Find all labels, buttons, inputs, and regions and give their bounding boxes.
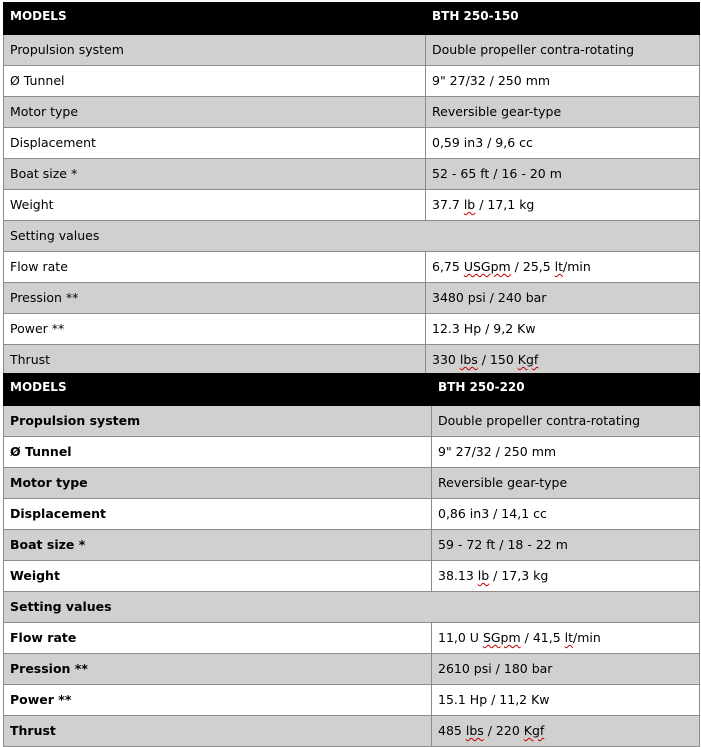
value-text: / 17,3 kg [489,568,549,583]
row-value [432,716,700,747]
table-row [4,716,700,747]
value-text: 6,75 [432,259,464,274]
row-value: 9" 27/32 / 250 mm [426,66,700,97]
row-value [432,561,700,592]
row-label: Displacement [4,128,426,159]
header-label: MODELS [4,374,432,406]
row-label: Power ** [4,314,426,345]
row-value: 0,59 in3 / 9,6 cc [426,128,700,159]
value-text: / 41,5 [520,630,565,645]
table-header-row [4,3,700,35]
row-value [432,623,700,654]
header-label: MODELS [4,3,426,35]
table-section-row [4,221,700,252]
row-value: Reversible gear-type [432,468,700,499]
row-label: Ø Tunnel [4,437,432,468]
table-row [4,314,700,345]
table-header-row [4,374,700,406]
row-value: 59 - 72 ft / 18 - 22 m [432,530,700,561]
table-row [4,283,700,314]
table-row [4,128,700,159]
row-value [426,252,700,283]
row-label: Thrust [4,345,426,376]
row-value [426,345,700,376]
row-value: 9" 27/32 / 250 mm [432,437,700,468]
spell-flagged-text: lt [564,630,574,645]
table-row [4,252,700,283]
value-text: /min [563,259,591,274]
spell-flagged-text: lb [477,568,490,583]
row-label: Power ** [4,685,432,716]
row-value: Double propeller contra-rotating [426,35,700,66]
row-label: Weight [4,190,426,221]
value-text: / 150 [477,352,518,367]
row-value: 52 - 65 ft / 16 - 20 m [426,159,700,190]
table-row [4,97,700,128]
spec-table-bth-250-220 [3,373,700,747]
row-label: Flow rate [4,623,432,654]
row-label: Flow rate [4,252,426,283]
table-row [4,654,700,685]
model-name: BTH 250-220 [432,374,700,406]
row-label: Pression ** [4,654,432,685]
value-text: / 25,5 [510,259,555,274]
table-row [4,468,700,499]
spell-flagged-text: SGpm [482,630,521,645]
row-value: 0,86 in3 / 14,1 cc [432,499,700,530]
value-text: 11,0 U [438,630,483,645]
value-text: /min [573,630,601,645]
spell-flagged-text: lb [463,197,476,212]
row-label: Propulsion system [4,35,426,66]
spell-flagged-text: lt [554,259,564,274]
table-row [4,499,700,530]
spec-table-bth-250-150 [3,2,700,376]
table-section-row [4,592,700,623]
row-label: Thrust [4,716,432,747]
spell-flagged-text: lbs [459,352,478,367]
spell-flagged-text: Kgf [523,723,545,738]
row-value: 2610 psi / 180 bar [432,654,700,685]
row-value: Reversible gear-type [426,97,700,128]
row-value: 3480 psi / 240 bar [426,283,700,314]
value-text: 485 [438,723,466,738]
value-text: / 220 [483,723,524,738]
row-value: Double propeller contra-rotating [432,406,700,437]
spell-flagged-text: USGpm [463,259,511,274]
table-row [4,345,700,376]
row-label: Boat size * [4,530,432,561]
table-row [4,406,700,437]
row-label: Ø Tunnel [4,66,426,97]
table-row [4,437,700,468]
row-value: 12.3 Hp / 9,2 Kw [426,314,700,345]
table-row [4,623,700,654]
section-label: Setting values [4,592,700,623]
spell-flagged-text: Kgf [517,352,539,367]
row-label: Propulsion system [4,406,432,437]
table-row [4,561,700,592]
table-row [4,685,700,716]
row-value: 15.1 Hp / 11,2 Kw [432,685,700,716]
row-label: Weight [4,561,432,592]
row-label: Motor type [4,97,426,128]
row-label: Displacement [4,499,432,530]
row-value [426,190,700,221]
row-label: Pression ** [4,283,426,314]
table-row [4,35,700,66]
model-name: BTH 250-150 [426,3,700,35]
spell-flagged-text: lbs [465,723,484,738]
section-label: Setting values [4,221,700,252]
value-text: / 17,1 kg [475,197,535,212]
row-label: Motor type [4,468,432,499]
row-label: Boat size * [4,159,426,190]
value-text: 37.7 [432,197,464,212]
table-row [4,66,700,97]
table-row [4,190,700,221]
value-text: 38.13 [438,568,478,583]
table-row [4,159,700,190]
table-row [4,530,700,561]
value-text: 330 [432,352,460,367]
